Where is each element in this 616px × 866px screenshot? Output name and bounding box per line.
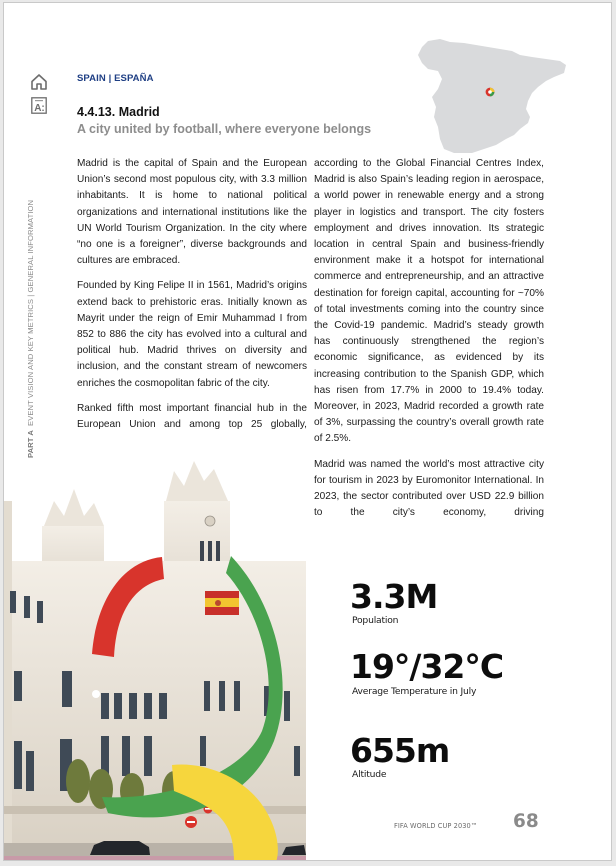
stat-population-value: 3.3M [350,577,438,616]
spain-landmass [418,39,566,153]
text-column-right [314,156,544,530]
section-path: EVENT VISION AND KEY METRICS | GENERAL INFORMATION [26,199,35,426]
stat-population-label: Population [352,615,399,626]
part-a-icon[interactable] [31,97,47,114]
stat-temperature-label: Average Temperature in July [352,686,477,697]
madrid-marker-icon [486,88,495,97]
stat-altitude-label: Altitude [352,769,387,780]
paragraph: Founded by King Felipe II in 1561, Madrid’s origins extend back to prehistoric eras. Initially known as Mayrit under the reign of Emir Muhammad I from 852 to 886 the city has evolved into a cultural and political hub. Madrid thrives on diversity and inclusion, and the constant stream of newcomers enriches the cosmopolitan fabric of the city. [77,280,307,389]
document-page [3,2,612,861]
madrid-city-hall-photo [4,461,306,861]
part-label: PART A [26,429,35,458]
stat-altitude-value: 655m [350,731,450,770]
paragraph: Madrid is the capital of Spain and the European Union’s second most populous city, with 3.3 million inhabitants. It is home to national political organizations and international institutions like the UN World Tourism Organization. In the city where “no one is a foreigner”, diverse backgrounds and cultures are embraced. [77,158,307,267]
home-icon[interactable] [30,73,48,91]
text-column-left [77,156,307,442]
paragraph: Madrid was named the world’s most attractive city for tourism in 2023 by Euromonitor International. In 2023, the sector contributed over USD 22.9 billion to the city’s economy, driving [314,458,544,519]
svg-text:A:: A: [34,103,45,114]
footer-brand: FIFA WORLD CUP 2030™ [394,822,478,830]
paragraph: Ranked fifth most important financial hub in the European Union and among top 25 globally, [77,402,307,431]
section-subtitle: A city united by football, where everyone belongs [77,122,372,136]
spain-map [414,35,590,155]
spanish-flag [205,591,239,615]
vertical-section-label [26,200,35,458]
country-label: SPAIN | ESPAÑA [77,73,154,84]
stat-temperature-value: 19°/32°C [350,647,504,686]
paragraph: according to the Global Financial Centres Index, Madrid is also Spain’s leading region in aerospace, a world power in renewable energy and a strong player in logistics and transport. The city fosters employment and drives innovation. Its strategic location in central Spain and business-friendly environment make it a hotspot for international commerce and entrepreneurship, and an attractive destination for foreign capital, accounting for ~70% of total investments coming into the country since the Covid-19 pandemic. Madrid’s steady growth has continuously strengthened the region’s economic significance, as evidenced by its increasing contribution to the Spanish GDP, which has risen from 17.7% in 2000 to 19.4% today. Moreover, in 2023, Madrid recorded a growth rate of 3%, surpassing the country’s overall growth rate of 2.5%. [314,158,544,445]
section-title: 4.4.13. Madrid [77,105,160,119]
car [90,841,150,855]
page-number: 68 [513,811,539,832]
